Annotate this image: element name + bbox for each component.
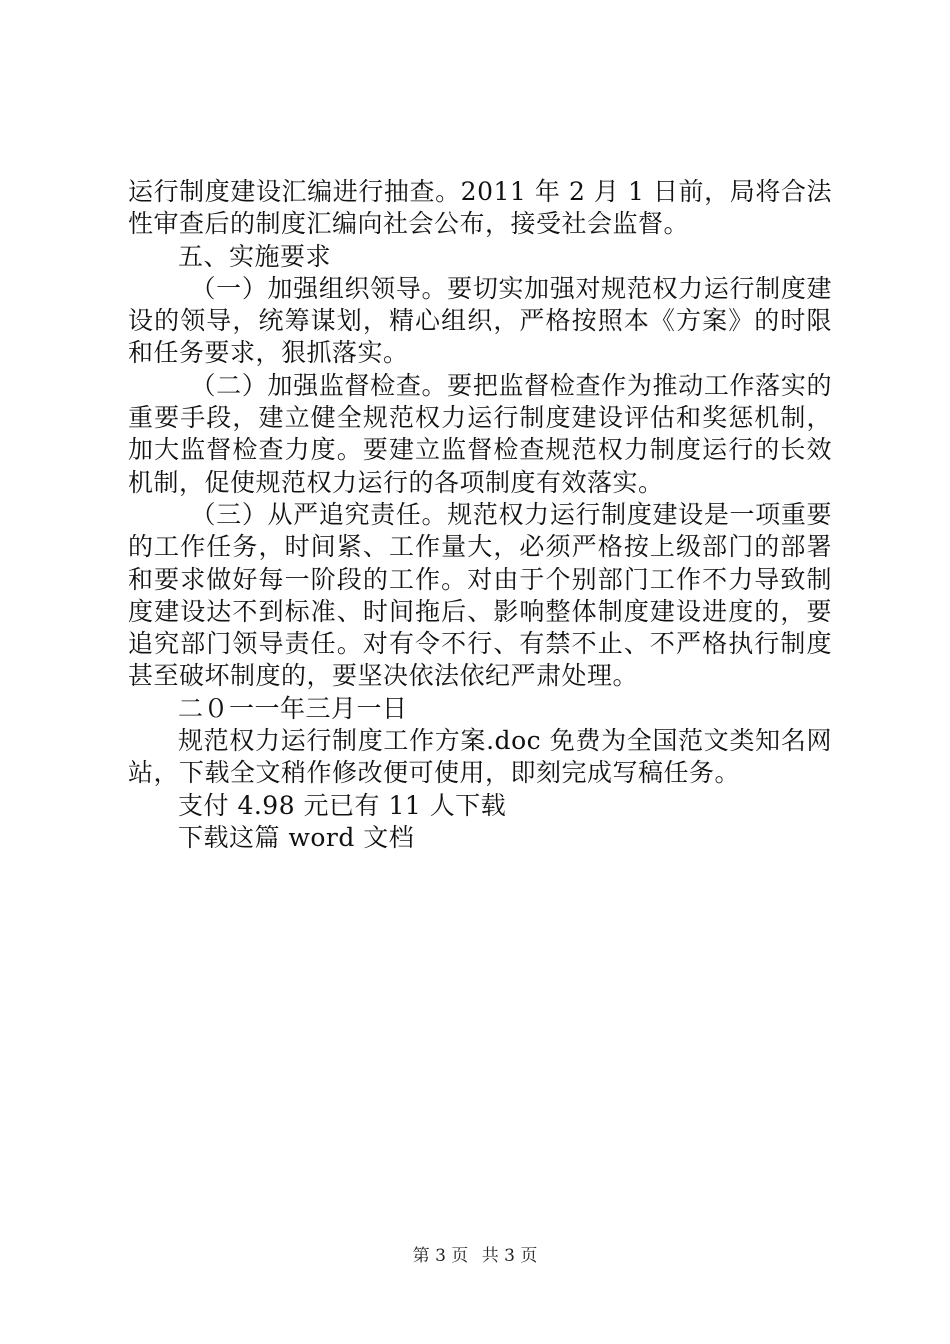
download-word-link[interactable]: 下载这篇 word 文档: [178, 822, 415, 852]
paragraph-organization-leadership: （一）加强组织领导。要切实加强对规范权力运行制度建设的领导，统筹谋划，精心组织，严格按照本《方案》的时限和任务要求，狠抓落实。: [128, 273, 832, 368]
paragraph-accountability: （三）从严追究责任。规范权力运行制度建设是一项重要的工作任务，时间紧、工作量大，必须严格按上级部门的部署和要求做好每一阶段的工作。对由于个别部门工作不力导致制度建设达不到标准、时间拖后、影响整体制度建设进度的，要追究部门领导责任。对有令不行、有禁不止、不严格执行制度甚至破坏制度的，要坚决依法依纪严肃处理。: [128, 499, 832, 691]
section-heading-requirements: 五、实施要求: [178, 241, 332, 271]
page-footer: [0, 1245, 950, 1267]
download-promo-text: 规范权力运行制度工作方案.doc 免费为全国范文类知名网站，下载全文稍作修改便可使用，即刻完成写稿任务。: [128, 726, 832, 788]
payment-info[interactable]: 支付 4.98 元已有 11 人下载: [178, 790, 507, 820]
document-date: 二０一一年三月一日: [178, 693, 408, 723]
page-number: 第 3 页: [412, 1246, 469, 1266]
paragraph-supervision-inspection: （二）加强监督检查。要把监督检查作为推动工作落实的重要手段，建立健全规范权力运行制度建设评估和奖惩机制，加大监督检查力度。要建立监督检查规范权力制度运行的长效机制，促使规范权力运行的各项制度有效落实。: [128, 370, 832, 497]
paragraph-continuation: 运行制度建设汇编进行抽查。2011 年 2 月 1 日前，局将合法性审查后的制度汇编向社会公布，接受社会监督。: [128, 177, 832, 239]
document-body: [128, 176, 832, 854]
page-total: 共 3 页: [481, 1246, 538, 1266]
